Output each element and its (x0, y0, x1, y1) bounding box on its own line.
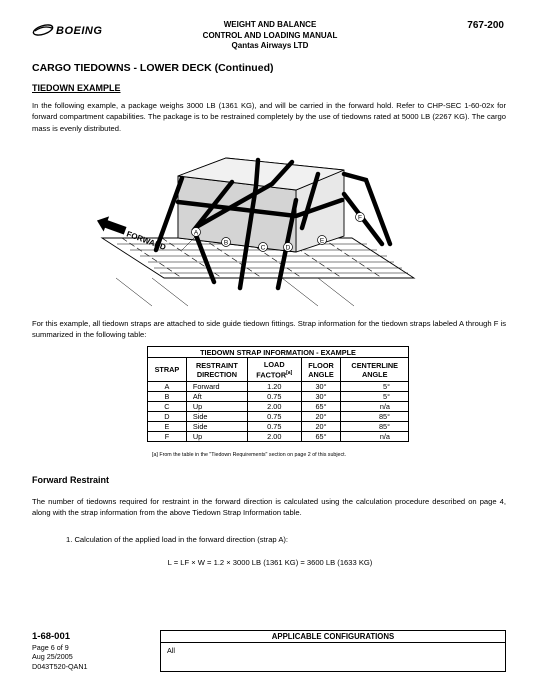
config-value: All (167, 646, 175, 655)
callout-c (259, 243, 268, 252)
config-heading: APPLICABLE CONFIGURATIONS (161, 631, 505, 643)
manual-title-line3: Qantas Airways LTD (231, 41, 309, 50)
manual-title-line2: CONTROL AND LOADING MANUAL (202, 30, 338, 40)
table-row: C Up 2.00 65° n/a (148, 402, 409, 412)
svg-text:E: E (319, 237, 325, 245)
calculation-step: 1. Calculation of the applied load in the forward direction (strap A): (66, 535, 289, 544)
load-formula: L = LF × W = 1.2 × 3000 LB (1361 KG) = 3600 LB (1633 KG) (167, 558, 373, 567)
page-header (0, 20, 540, 60)
col-restraint-direction: RESTRAINT DIRECTION (186, 358, 247, 382)
callout-f (356, 213, 365, 222)
forward-restraint-paragraph: The number of tiedowns required for restraint in the forward direction is calculated using the calculation procedure described on page 4, along with the strap information from the above Tiedown Strap Information table. (32, 497, 506, 518)
tiedown-illustration (82, 140, 422, 310)
svg-text:BOEING: BOEING (56, 25, 103, 37)
page-footer (32, 632, 88, 671)
col-floor-angle: FLOOR ANGLE (301, 358, 341, 382)
svg-text:D: D (285, 244, 291, 252)
table-row: F Up 2.00 65° n/a (148, 432, 409, 442)
callout-e (318, 236, 327, 245)
tiedown-strap-table (147, 346, 409, 442)
section-title: CARGO TIEDOWNS - LOWER DECK (Continued) (32, 62, 274, 74)
table-row: D Side 0.75 20° 85° (148, 412, 409, 422)
summary-paragraph: For this example, all tiedown straps are attached to side guide tiedown fittings. Strap information for the tiedown straps labeled A through F is summarized in the following table: (32, 319, 506, 340)
doc-number: 1-68-001 (32, 631, 71, 642)
aircraft-model: 767-200 (467, 20, 504, 31)
manual-title (0, 20, 540, 52)
callout-b (222, 238, 231, 247)
svg-text:F: F (358, 214, 362, 222)
floor-grid (102, 238, 414, 306)
table-row: A Forward 1.20 30° 5° (148, 382, 409, 392)
applicable-configurations (160, 630, 506, 672)
doc-id: D043T520-QAN1 (32, 661, 88, 671)
forward-arrow (94, 213, 167, 252)
example-paragraph: In the following example, a package weighs 3000 LB (1361 KG), and will be carried in the forward hold. Refer to CHP-SEC 1-60-02x for forward compartment capabilities. The package is to be restrained completely by the use of tiedowns rated at 5000 LB (2267 KG). The cargo mass is evenly distributed. (32, 101, 506, 133)
svg-text:B: B (223, 239, 229, 247)
table-row: E Side 0.75 20° 85° (148, 422, 409, 432)
callout-d (284, 243, 293, 252)
svg-text:A: A (193, 229, 199, 237)
manual-title-line1: WEIGHT AND BALANCE (223, 20, 317, 29)
page-number: Page 6 of 9 (32, 643, 69, 653)
example-heading: TIEDOWN EXAMPLE (32, 83, 121, 93)
col-strap: STRAP (148, 358, 187, 382)
forward-restraint-heading: Forward Restraint (32, 475, 110, 485)
revision-date: Aug 25/2005 (32, 652, 73, 662)
table-footnote: [a] From the table in the "Tiedown Requirements" section on page 2 of this subject. (152, 452, 347, 458)
table-caption: TIEDOWN STRAP INFORMATION - EXAMPLE (148, 347, 409, 358)
svg-text:C: C (260, 244, 266, 252)
col-load-factor: LOAD FACTOR[a] (247, 358, 301, 382)
col-centerline-angle: CENTERLINE ANGLE (341, 358, 409, 382)
svg-text:FORWARD: FORWARD (125, 229, 168, 252)
table-row: B Aft 0.75 30° 5° (148, 392, 409, 402)
